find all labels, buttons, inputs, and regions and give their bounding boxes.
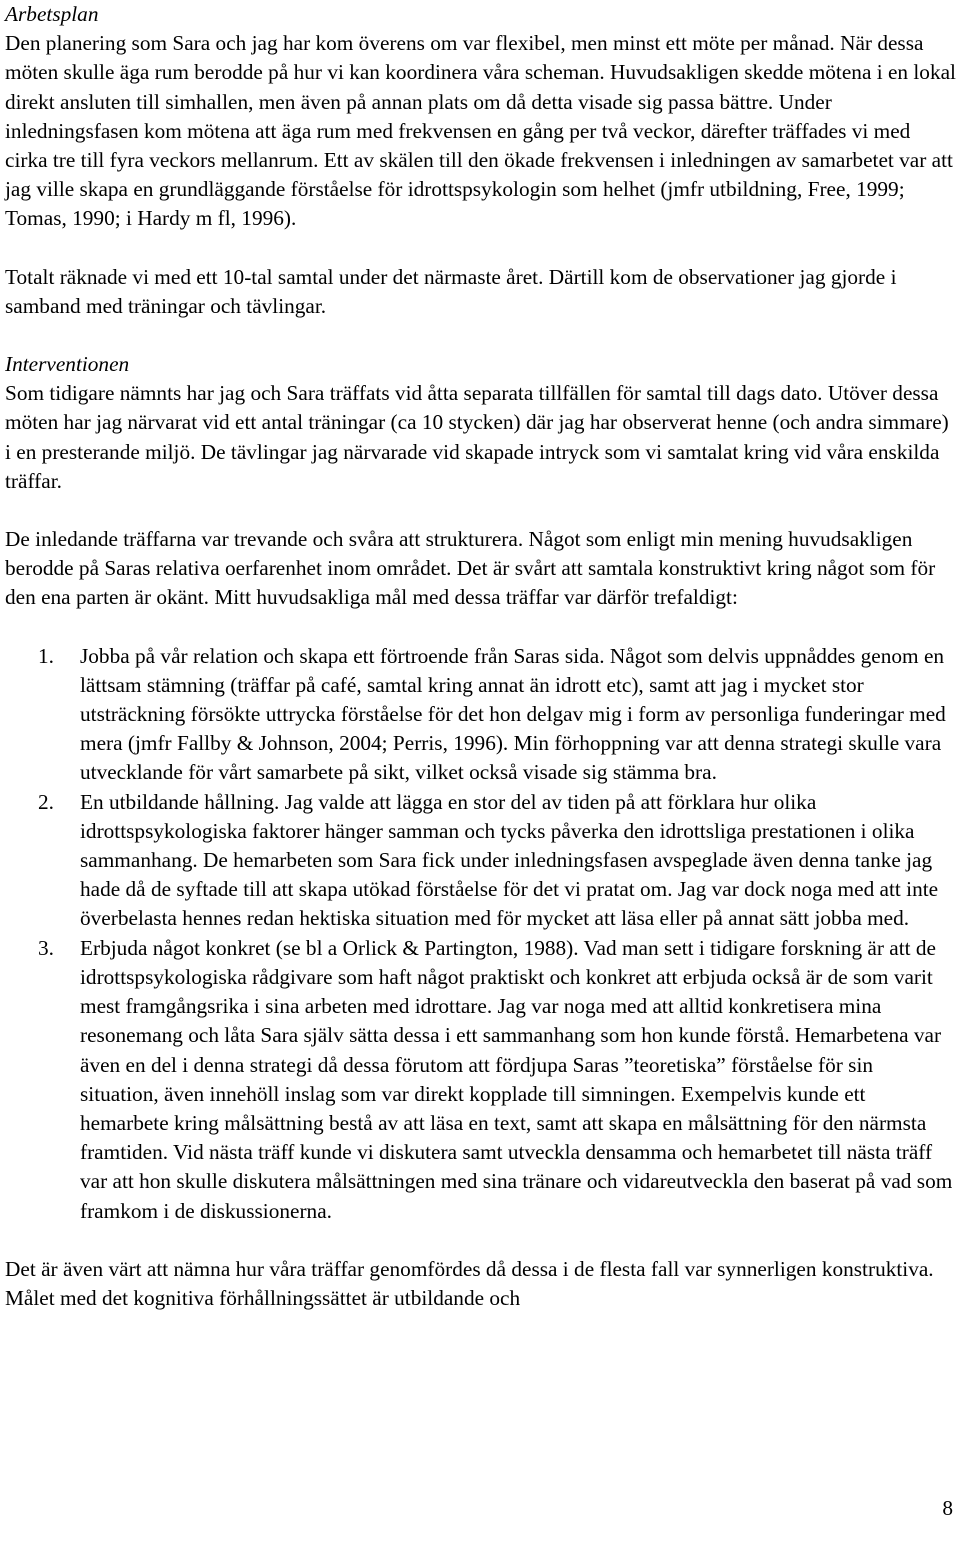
- page-number: 8: [942, 1496, 953, 1520]
- list-item: [5, 642, 957, 788]
- list-item: [5, 788, 957, 934]
- paragraph-arbetsplan-2: Totalt räknade vi med ett 10-tal samtal under det närmaste året. Därtill kom de observationer jag gjorde i samband med träningar och tävlingar.: [5, 264, 897, 318]
- list-item-text: En utbildande hållning. Jag valde att lägga en stor del av tiden på att förklara hur olika idrottspsykologiska faktorer hänger samman och tycks påverka den idrottsliga prestationen i olika sammanhang. De hemarbeten som Sara fick under inledningsfasen avspeglade även denna tanke jag hade då de syftade till att skapa utökad förståelse för det vi pratat om. Jag var dock noga med att inte överbelasta hennes redan hektiska situation med för mycket att läsa eller på annat sätt jobba med.: [80, 789, 939, 931]
- numbered-list: [5, 642, 957, 1226]
- list-item-number: 2.: [38, 789, 54, 814]
- list-item-number: 1.: [38, 643, 54, 668]
- document-page: [5, 0, 957, 1313]
- closing-paragraph: Det är även värt att nämna hur våra träffar genomfördes då dessa i de flesta fall var synnerligen konstruktiva. Målet med det kognitiva förhållningssättet är utbildande och: [5, 1256, 934, 1310]
- paragraph-interventionen-2: De inledande träffarna var trevande och svåra att strukturera. Något som enligt min mening huvudsakligen berodde på Saras relativa oerfarenhet inom området. Det är svårt att samtala konstruktivt kring något som för den ena parten är okänt. Mitt huvudsakliga mål med dessa träffar var därför trefaldigt:: [5, 527, 936, 610]
- paragraph-arbetsplan-1: Den planering som Sara och jag har kom överens om var flexibel, men minst ett möte per månad. När dessa möten skulle äga rum berodde på hur vi kan koordinera våra scheman. Huvudsakligen skedde mötena i en lokal direkt ansluten till simhallen, men även på annan plats om då detta visade sig passa bättre. Under inledningsfasen kom mötena att äga rum med frekvensen en gång per två veckor, därefter träffades vi med cirka tre till fyra veckors mellanrum. Ett av skälen till den ökade frekvensen i inledningen av samarbetet var att jag ville skapa en grundläggande förståelse för idrottspsykologin som helhet (jmfr utbildning, Free, 1999; Tomas, 1990; i Hardy m fl, 1996).: [5, 31, 956, 231]
- list-item: [5, 934, 957, 1226]
- paragraph-gap: [5, 234, 957, 263]
- paragraph-gap: [5, 321, 957, 350]
- heading-interventionen: Interventionen: [5, 352, 130, 377]
- paragraph-gap: [5, 613, 957, 642]
- paragraph-interventionen-1: Som tidigare nämnts har jag och Sara träffats vid åtta separata tillfällen för samtal till dags dato. Utöver dessa möten har jag närvarat vid ett antal träningar (ca 10 stycken) där jag har observerat henne (och andra simmare) i en presterande miljö. De tävlingar jag närvarade vid skapade intryck som vi samtalat kring vid våra enskilda träffar.: [5, 381, 949, 493]
- heading-arbetsplan: Arbetsplan: [5, 2, 99, 26]
- paragraph-gap: [5, 496, 957, 525]
- list-item-text: Erbjuda något konkret (se bl a Orlick & Partington, 1988). Vad man sett i tidigare forskning är att de idrottspsykologiska rådgivare som haft något praktiskt och konkret att erbjuda också är de som varit mest framgångsrika i sina arbeten med idrottare. Jag var noga med att alltid konkretisera mina resonemang och låta Sara själv sätta dessa i ett sammanhang som hon kunde förstå. Hemarbetena var även en del i denna strategi då dessa förutom att fördjupa Saras ”teoretiska” förståelse för sin situation, även innehöll inslag som var direkt kopplade till simningen. Exempelvis kunde ett hemarbete kring målsättning bestå av att läsa en text, samt att skapa en målsättning för den närmsta framtiden. Vid nästa träff kunde vi diskutera samt utveckla densamma och hemarbetet till nästa träff var att hon skulle diskutera målsättningen med sina tränare och vidareutveckla den baserat på vad som framkom i de diskussionerna.: [80, 935, 953, 1223]
- paragraph-gap: [5, 1226, 957, 1255]
- list-item-number: 3.: [38, 935, 54, 960]
- list-item-text: Jobba på vår relation och skapa ett förtroende från Saras sida. Något som delvis uppnåddes genom en lättsam stämning (träffar på café, samtal kring annat än idrott etc), samt att jag i mycket stor utsträckning försökte uttrycka förståelse för det hon delgav mig i form av personliga funderingar med mera (jmfr Fallby & Johnson, 2004; Perris, 1996). Min förhoppning var att denna strategi skulle vara utvecklande för vårt samarbete på sikt, vilket också visade sig stämma bra.: [80, 643, 946, 785]
